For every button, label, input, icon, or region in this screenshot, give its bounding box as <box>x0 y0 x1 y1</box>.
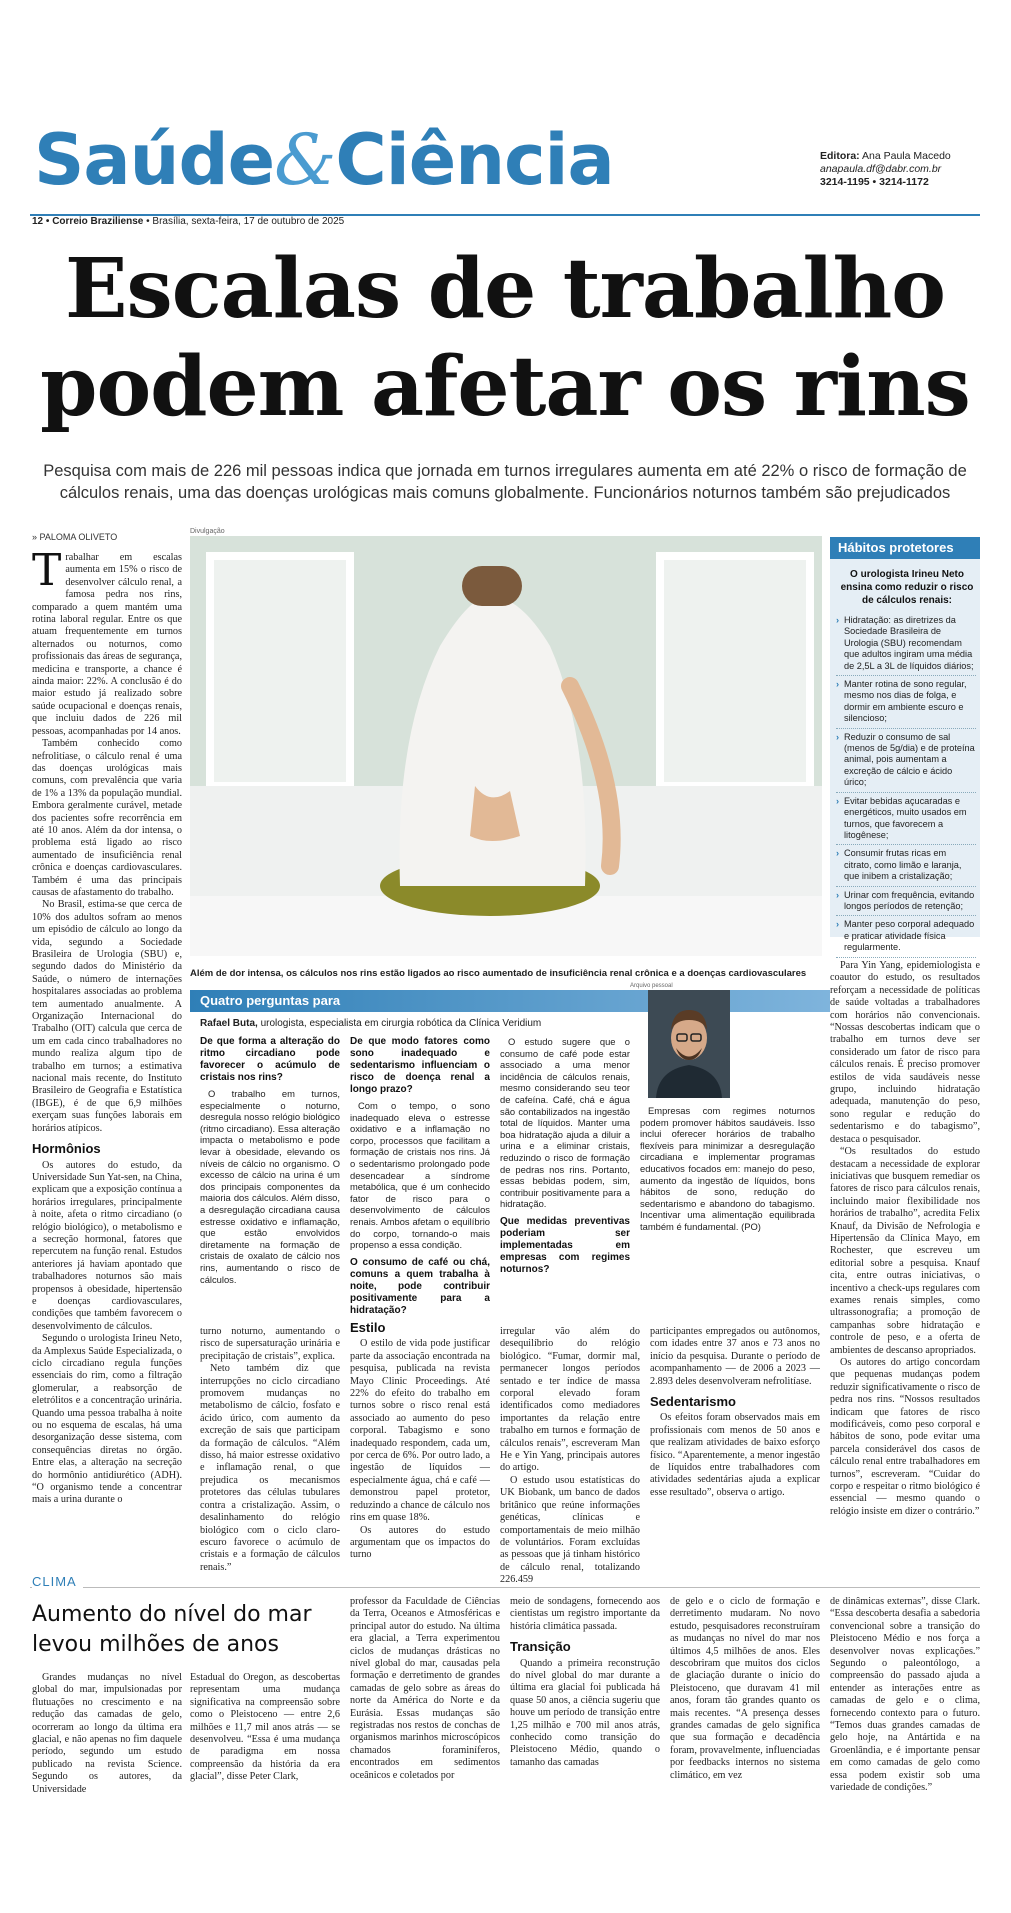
paragraph: Os autores do estudo argumentam que os impactos do turno <box>350 1524 490 1561</box>
interview-header: Quatro perguntas para <box>200 993 341 1008</box>
paragraph: Os autores do artigo concordam que pequenas mudanças podem reduzir significativamente o risco de pedra nos rins. “Nossos resultados indicam que fatores de risco modificáveis, como peso corporal e hábitos de sono, pode evitar uma parcela considerável dos casos de cálculo renal entre trabalhadores em turnos”, escreveram. “Cuidar do corpo e respeitar o ritmo biológico é essencial — mesmo quando o relógio insiste em dizer o contrário.” <box>830 1357 980 1517</box>
interview-column-3 <box>500 1036 630 1316</box>
article-column-3 <box>350 1322 490 1566</box>
interview-column-4 <box>640 1105 815 1317</box>
paragraph: participantes empregados ou autônomos, com idades entre 37 anos e 73 anos no início da pesquisa. Durante o período de acompanhamento — de 2006 a 2023 — 2.893 deles desenvolveram nefrolitíase. <box>650 1326 820 1387</box>
editor-label: Editora: <box>820 150 860 162</box>
question: O consumo de café ou chá, comuns a quem trabalha à noite, pode contribuir positivamente para a hidratação? <box>350 1256 490 1316</box>
paragraph: de gelo e o ciclo de formação e derretimento mudaram. No novo estudo, pesquisadores reconstruíram as mudanças no nível do mar nos últimos 4,5 milhões de anos. Eles descobriram que muitos dos ciclos de glaciação durante o início do Pleistoceno, que duravam 41 mil anos, foram tão grandes quanto os mais recentes. “A presença desses grandes camadas de gelo significa que sua formação e decadência foram, provavelmente, influenciadas por feedbacks internos no sistema climático, em vez <box>670 1596 820 1781</box>
masthead-part1: Saúde <box>34 119 275 201</box>
clima-column-5 <box>670 1596 820 1902</box>
clima-label: CLIMA <box>32 1574 83 1589</box>
paragraph: professor da Faculdade de Ciências da Terra, Oceanos e Atmosféricas e principal autor do estudo. Na última era glacial, a Terra experimentou ciclos de mudanças drásticas no nível global do mar, causadas pela formação e derretimento de grandes camadas de gelo sobre as áreas do norte da América do Norte e da Eurásia. Essas mudanças são registradas nos restos de conchas de organismos marinhos microscópicos chamados foraminíferos, encontrados em sedimentos oceânicos e coletados por <box>350 1596 500 1781</box>
sidebar-item: › Evitar bebidas açucaradas e energéticos, muito usados em turnos, que favorecem a litogênese; <box>836 793 976 846</box>
article-column-1 <box>32 545 182 1562</box>
clima-column-3 <box>350 1596 500 1902</box>
article-subtitle: Pesquisa com mais de 226 mil pessoas indica que jornada em turnos irregulares aumenta em até 22% o risco de formação de cálculos renais, uma das doenças urológicas mais comuns globalmente. Funcionários noturnos também são prejudicados <box>43 462 967 502</box>
title-line-2: podem afetar os rins <box>40 339 970 435</box>
sidebar-item: › Consumir frutas ricas em citrato, como limão e laranja, que inibem a cristalização; <box>836 845 976 886</box>
sidebar-list <box>836 612 976 958</box>
interview-column-1 <box>200 1036 340 1316</box>
paragraph: Para Yin Yang, epidemiologista e coautor do estudo, os resultados reforçam a necessidade de políticas de saúde voltadas a trabalhadores com horários não convencionais. “Nossas descobertas indicam que o trabalho em turnos deve ser considerado um fator de risco para cálculos renais. É preciso promover estilos de vida saudáveis nesse grupo, incluindo hidratação adequada, manutenção do peso, sono regular e redução do sedentarismo e do tabagismo”, destaca o pesquisador. <box>830 960 980 1145</box>
paragraph: Segundo o urologista Irineu Neto, da Amplexus Saúde Especializada, o ciclo circadiano regula funções essenciais do rim, como a filtração glomerular, a reabsorção de eletrólitos e a concentração urinária. Quando uma pessoa trabalha à noite ou no esquema de escalas, há uma desorganização desse sistema, com consequências diretas no órgão. Entre elas, a alteração na secreção do hormônio antidiurético (ADH). “O organismo tende a concentrar mais a urina durante o <box>32 1333 182 1506</box>
editor-name: Ana Paula Macedo <box>862 150 951 162</box>
paragraph: Os efeitos foram observados mais em profissionais com menos de 50 anos e que realizam atividades de baixo esforço físico. “Aparentemente, a menor ingestão de líquidos entre trabalhadores com atividades sedentárias ajuda a explicar esse resultado”, observa o artigo. <box>650 1412 820 1498</box>
sidebar-title: Hábitos protetores <box>838 540 954 555</box>
article-column-4 <box>500 1326 640 1586</box>
answer: O estudo sugere que o consumo de café pode estar associado a uma menor incidência de cálculos renais, mesmo considerando seu teor de cafeína. Café, chá e água são contabilizados na ingestão total de líquidos. Manter uma boa hidratação ajuda a diluir a urina e a eliminar cristais, reduzindo o risco de formação de pedras nos rins. Portanto, essas bebidas podem, sim, contribuir positivamente para a hidratação. <box>500 1036 630 1210</box>
interviewee-role: urologista, especialista em cirurgia robótica da Clínica Veridium <box>257 1018 542 1029</box>
interviewee-portrait <box>648 990 730 1098</box>
clima-column-1 <box>32 1672 182 1902</box>
paragraph: Quando a primeira reconstrução do nível global do mar durante a última era glacial foi publicada há quase 50 anos, a ciência sugeriu que houve um período de transição entre 1,25 milhão e 700 mil anos atrás, conhecido como transição do Pleistoceno Médio, quando o tamanho das camadas <box>510 1657 660 1768</box>
paragraph: Os autores do estudo, da Universidade Sun Yat-sen, na China, explicam que a exposição contínua a horários irregulares, principalmente à noite, afeta o ritmo circadiano (o relógio biológico), o metabolismo e a secreção hormonal, fatores que repercutem na função renal. Estudos anteriores já haviam apontado que trabalhadores noturnos são mais propensos à obesidade, hipertensão e doenças cardiovasculares, condições que também favorecem o desenvolvimento de cálculos. <box>32 1159 182 1332</box>
portrait-credit: Arquivo pessoal <box>630 983 673 989</box>
clima-title: Aumento do nível do mar levou milhões de anos <box>32 1602 312 1657</box>
clima-column-2 <box>190 1672 340 1902</box>
editor-box <box>820 150 990 189</box>
woman-back-pain-illustration <box>190 536 822 956</box>
paragraph: irregular vão além do desequilíbrio do relógio biológico. “Fumar, dormir mal, permanecer longos períodos sentado e ter índice de massa corporal elevado foram identificados como mediadores importantes da relação entre trabalho em turnos e formação de cálculos renais”, escreveram Man He e Yin Yang, principais autores do artigo. <box>500 1326 640 1474</box>
sidebar-item: › Manter peso corporal adequado e praticar atividade física regularmente. <box>836 916 976 957</box>
subhead-transicao: Transição <box>510 1639 571 1655</box>
question: De que modo fatores como sono inadequado e sedentarismo influenciam o risco de doença renal a longo prazo? <box>350 1036 490 1095</box>
title-line-1: Escalas de trabalho <box>65 241 945 337</box>
article-photo <box>190 536 822 956</box>
paper-name: Correio Braziliense <box>52 216 144 227</box>
sidebar-item: › Hidratação: as diretrizes da Sociedade Brasileira de Urologia (SBU) recomendam que adultos ingiram uma média de 2,5L a 3L de líquidos diários; <box>836 612 976 676</box>
sidebar-item: › Reduzir o consumo de sal (menos de 5g/dia) e de proteína animal, pois aumentam a excreção de cálcio e ácido úrico; <box>836 729 976 793</box>
answer: Empresas com regimes noturnos podem promover hábitos saudáveis. Isso inclui oferecer horários de trabalho flexíveis para minimizar a desregulação circadiana e implementar programas educativos focados em: manejo do peso, aumento da ingestão de líquidos, bons hábitos de sono, redução do sedentarismo e abandono do tabagismo. Incentivar uma alimentação equilibrada também é fundamental. (PO) <box>640 1105 815 1232</box>
subhead-sedentarismo: Sedentarismo <box>650 1394 736 1410</box>
paragraph: O estudo usou estatísticas do UK Biobank, um banco de dados britânico que reúne informações genéticas, clínicas e comportamentais de meio milhão de voluntários. Foram excluídas as pessoas que já tinham histórico de cálculo renal, totalizando 226.459 <box>500 1474 640 1586</box>
article-column-5 <box>650 1326 820 1566</box>
answer: O trabalho em turnos, especialmente o noturno, desregula nosso relógio biológico (ritmo circadiano). Essa alteração impacta o metabolismo e pode levar à obesidade, elevando os níveis de cálcio no organismo. O excesso de cálcio na urina é um dos principais componentes da maioria dos cálculos. Além disso, a desregulação circadiana causa estresse oxidativo e inflamação, que estão envolvidos diretamente na formação de cristais de oxalato de cálcio nos rins, aumentando o risco de cálculos. <box>200 1088 340 1285</box>
interview-column-2 <box>350 1036 490 1316</box>
paragraph: “Os resultados do estudo destacam a necessidade de explorar iniciativas que busquem remediar os fatores de risco para cálculos renais, incluindo maior flexibilidade nos horários de trabalho”, acredita Felix Knauf, da Divisão de Nefrologia e Hipertensão da Clínica Mayo, em Rochester, que escreveu um editorial sobre a pesquisa. Knauf cita, entre outras iniciativas, o incentivo a check-ups regulares com exames renais simples, como ultrassonografia; a promoção de campanhas sobre hidratação e controle de peso, e a oferta de ambientes de descanso apropriados. <box>830 1146 980 1356</box>
section-masthead <box>34 120 694 200</box>
page-title <box>30 240 980 436</box>
paragraph: rabalhar em escalas aumenta em 15% o risco de desenvolver cálculo renal, a famosa pedra nos rins, comparado a quem mantém uma rotina laboral regular. Entre os que atuam frequentemente em turnos alternados ou noturnos, como profissionais das áreas de segurança, medicina e transporte, a chance é ainda maior: 22%. A conclusão é do maior estudo já realizado sobre saúde ocupacional e doenças renais, que incluiu dados de 226 mil pessoas, acompanhadas por 14 anos. <box>32 552 182 737</box>
sidebar-item: › Manter rotina de sono regular, mesmo nos dias de folga, e dormir em ambiente escuro e silencioso; <box>836 676 976 729</box>
subhead-estilo: Estilo <box>350 1320 386 1335</box>
byline: » PALOMA OLIVETO <box>32 532 118 542</box>
paragraph: turno noturno, aumentando o risco de supersaturação urinária e precipitação de cristais”, explica. <box>200 1326 340 1362</box>
interview-intro <box>200 1018 640 1029</box>
paragraph: meio de sondagens, fornecendo aos cientistas um registro importante da história climática passada. <box>510 1596 660 1632</box>
masthead-ampersand: & <box>274 119 336 201</box>
paragraph: Grandes mudanças no nível global do mar, impulsionadas por flutuações no crescimento e na redução das camadas de gelo, ocorreram ao longo da última era glacial, e não apenas no fim daquele período, segundo um estudo publicado na revista Science. Segundo os autores, da Universidade <box>32 1672 182 1795</box>
section-divider <box>30 1587 980 1588</box>
answer: Com o tempo, o sono inadequado eleva o estresse oxidativo e a inflamação no corpo, processos que facilitam a formação de cristais nos rins. Já o sedentarismo prolongado pode desencadear a síndrome metabólica, que é um conhecido fator de risco para o desenvolvimento de cálculos renais. Ambos afetam o equilíbrio do corpo, tornando-o mais propenso a essa condição. <box>350 1100 490 1251</box>
question: De que forma a alteração do ritmo circadiano pode favorecer o acúmulo de cristais nos rins? <box>200 1036 340 1083</box>
sidebar-item: › Urinar com frequência, evitando longos períodos de retenção; <box>836 887 976 917</box>
dropcap: T <box>32 545 62 596</box>
editor-email[interactable]: anapaula.df@dabr.com.br <box>820 163 942 175</box>
paragraph: de dinâmicas externas”, disse Clark. “Essa descoberta desafia a sabedoria convencional sobre a transição do Pleistoceno Médio e nos força a desenvolver novas explicações.” Segundo o paleontólogo, a compreensão do passado ajuda a entender as interações entre as camadas de gelo e o clima, fornecendo contexto para o futuro. “Temos duas grandes camadas de gelo hoje, na Antártida e na Groenlândia, e é importante pensar em como camadas de gelo como essa podem existir sob uma variedade de condições.” <box>830 1596 980 1794</box>
photo-credit: Divulgação <box>190 528 225 535</box>
paragraph: No Brasil, estima-se que cerca de 10% dos adultos sofram ao menos um episódio de cálculo ao longo da vida, segundo a Sociedade Brasileira de Urologia (SBU) e, segundo dados do Ministério da Saúde, o número de internações hospitalares associadas ao problema tem aumentado anualmente. A Organização Internacional do Trabalho (OIT) calcula que cerca de um em cada cinco trabalhadores no mundo realiza algum tipo de trabalho em turnos; a estimativa nacional mais recente, do Instituto Brasileiro de Geografia e Estatística (IBGE), é de que 6,9 milhões exerçam suas funções laborais em horários atípicos. <box>32 899 182 1134</box>
portrait-illustration <box>648 990 730 1098</box>
article-column-2 <box>200 1326 340 1573</box>
photo-caption: Além de dor intensa, os cálculos nos rins estão ligados ao risco aumentado de insuficiência renal crônica e a doenças cardiovasculares <box>190 968 807 979</box>
folio: 12 • Correio Braziliense • Brasília, sexta-feira, 17 de outubro de 2025 <box>32 216 345 227</box>
question: Que medidas preventivas poderiam ser implementadas em empresas com regimes noturnos? <box>500 1215 630 1275</box>
masthead-part2: Ciência <box>335 119 614 201</box>
dateline: • Brasília, sexta-feira, 17 de outubro de 2025 <box>146 216 345 227</box>
subhead-hormonios: Hormônios <box>32 1141 101 1157</box>
article-column-6 <box>830 960 980 1566</box>
paragraph: Neto também diz que interrupções no ciclo circadiano promovem mudanças no metabolismo de cálcio, fosfato e ácido úrico, com aumento da excreção de sais que participam da formação de cálculos. “Além disso, há maior estresse oxidativo e inflamação renal, o que prejudica os mecanismos protetores das células tubulares contra a cristalização. Assim, o desalinhamento do relógio biológico com o ciclo claro-escuro favorece o acúmulo de cristais e a formação de cálculos renais.” <box>200 1363 340 1573</box>
paragraph: O estilo de vida pode justificar parte da associação encontrada na pesquisa, publicada na revista Mayo Clinic Proceedings. Até 22% do efeito do trabalho em turnos sobre o risco renal está associado ao aumento do peso corporal. Tabagismo e sono inadequado respondem, cada um, por cerca de 6%. Por outro lado, a ingestão de líquidos — especialmente água, chá e café — demonstrou papel protetor, reduzindo a chance de cálculo nos rins em quase 18%. <box>350 1338 490 1524</box>
paragraph: Também conhecido como nefrolitíase, o cálculo renal é uma das doenças urológicas mais comuns, com prevalência que varia de 1% a 13% da população mundial. Embora geralmente curável, metade dos pacientes sofre recorrência em até 10 anos. Além da dor intensa, o problema está ligado ao risco aumentado de insuficiência renal crônica e doenças cardiovasculares. Também é uma das principais causas de afastamento do trabalho. <box>32 738 182 898</box>
page-number: 12 <box>32 216 44 227</box>
clima-column-4 <box>510 1596 660 1902</box>
paragraph: Estadual do Oregon, as descobertas representam uma mudança significativa na compreensão sobre como o Pleistoceno — entre 2,6 milhões e 11,7 mil anos atrás — se desenvolveu. “Essa é uma mudança de paradigma em nossa compreensão da história da era glacial”, disse Peter Clark, <box>190 1672 340 1783</box>
clima-column-6 <box>830 1596 980 1902</box>
interviewee-name: Rafael Buta, <box>200 1018 258 1029</box>
editor-phones: 3214-1195 • 3214-1172 <box>820 176 929 188</box>
sidebar-intro: O urologista Irineu Neto ensina como reduzir o risco de cálculos renais: <box>840 569 974 606</box>
